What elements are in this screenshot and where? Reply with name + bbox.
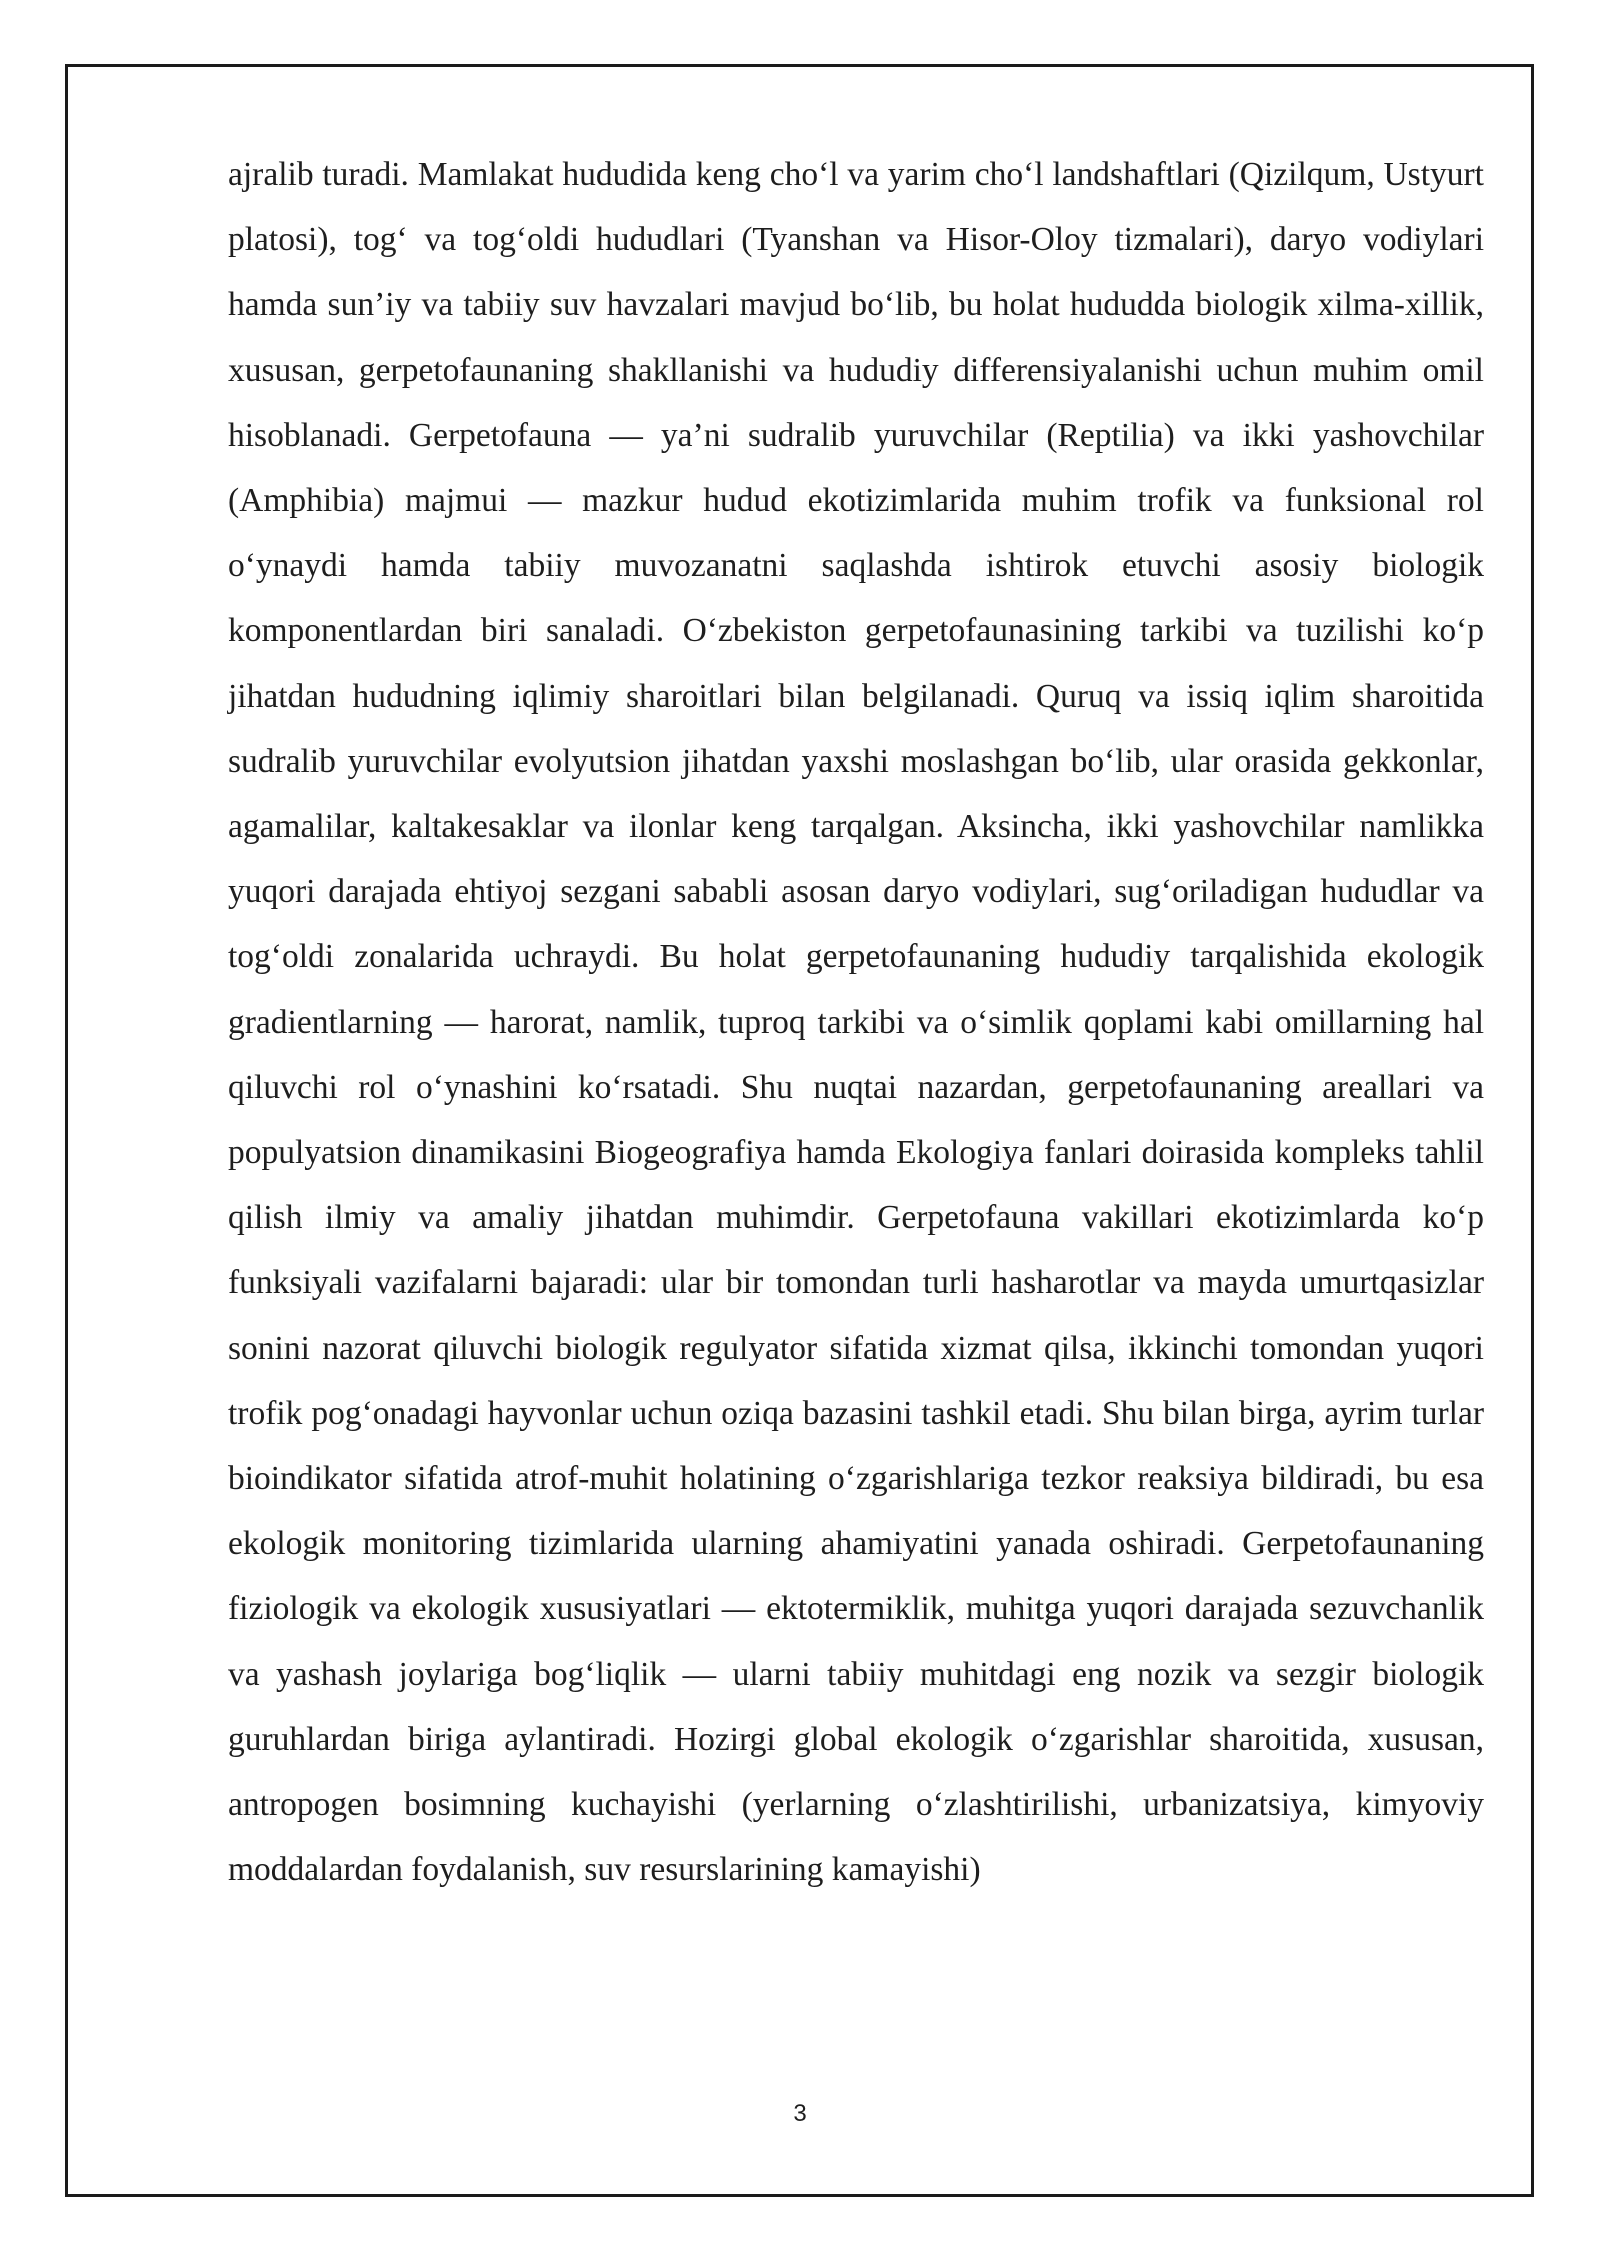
page-number: 3 xyxy=(793,2100,807,2127)
body-paragraph: ajralib turadi. Mamlakat hududida keng cho‘l va yarim cho‘l landshaftlari (Qizilqum, Ustyurt platosi), tog‘ va tog‘oldi hududlari (Tyanshan va Hisor-Oloy tizmalari), daryo vodiylari hamda sun’iy va tabiiy suv havzalari mavjud bo‘lib, bu holat hududda biologik xilma-xillik, xususan, gerpetofaunaning shakllanishi va hududiy differensiyalanishi uchun muhim omil hisoblanadi. Gerpetofauna — ya’ni sudralib yuruvchilar (Reptilia) va ikki yashovchilar (Amphibia) majmui — mazkur hudud ekotizimlarida muhim trofik va funksional rol o‘ynaydi hamda tabiiy muvozanatni saqlashda ishtirok etuvchi asosiy biologik komponentlardan biri sanaladi. O‘zbekiston gerpetofaunasining tarkibi va tuzilishi ko‘p jihatdan hududning iqlimiy sharoitlari bilan belgilanadi. Quruq va issiq iqlim sharoitida sudralib yuruvchilar evolyutsion jihatdan yaxshi moslashgan bo‘lib, ular orasida gekkonlar, agamalilar, kaltakesaklar va ilonlar keng tarqalgan. Aksincha, ikki yashovchilar namlikka yuqori darajada ehtiyoj sezgani sababli asosan daryo vodiylari, sug‘oriladigan hududlar va tog‘oldi zonalarida uchraydi. Bu holat gerpetofaunaning hududiy tarqalishida ekologik gradientlarning — harorat, namlik, tuproq tarkibi va o‘simlik qoplami kabi omillarning hal qiluvchi rol o‘ynashini ko‘rsatadi. Shu nuqtai nazardan, gerpetofaunaning areallari va populyatsion dinamikasini Biogeografiya hamda Ekologiya fanlari doirasida kompleks tahlil qilish ilmiy va amaliy jihatdan muhimdir. Gerpetofauna vakillari ekotizimlarda ko‘p funksiyali vazifalarni bajaradi: ular bir tomondan turli hasharotlar va mayda umurtqasizlar sonini nazorat qiluvchi biologik regulyator sifatida xizmat qilsa, ikkinchi tomondan yuqori trofik pog‘onadagi hayvonlar uchun oziqa bazasini tashkil etadi. Shu bilan birga, ayrim turlar bioindikator sifatida atrof-muhit holatining o‘zgarishlariga tezkor reaksiya bildiradi, bu esa ekologik monitoring tizimlarida ularning ahamiyatini yanada oshiradi. Gerpetofaunaning fiziologik va ekologik xususiyatlari — ektotermiklik, muhitga yuqori darajada sezuvchanlik va yashash joylariga bog‘liqlik — ularni tabiiy muhitdagi eng nozik va sezgir biologik guruhlardan biriga aylantiradi. Hozirgi global ekologik o‘zgarishlar sharoitida, xususan, antropogen bosimning kuchayishi (yerlarning o‘zlashtirilishi, urbanizatsiya, kimyoviy moddalardan foydalanish, suv resurslarining kamayishi) xyxy=(228,156,1484,1889)
